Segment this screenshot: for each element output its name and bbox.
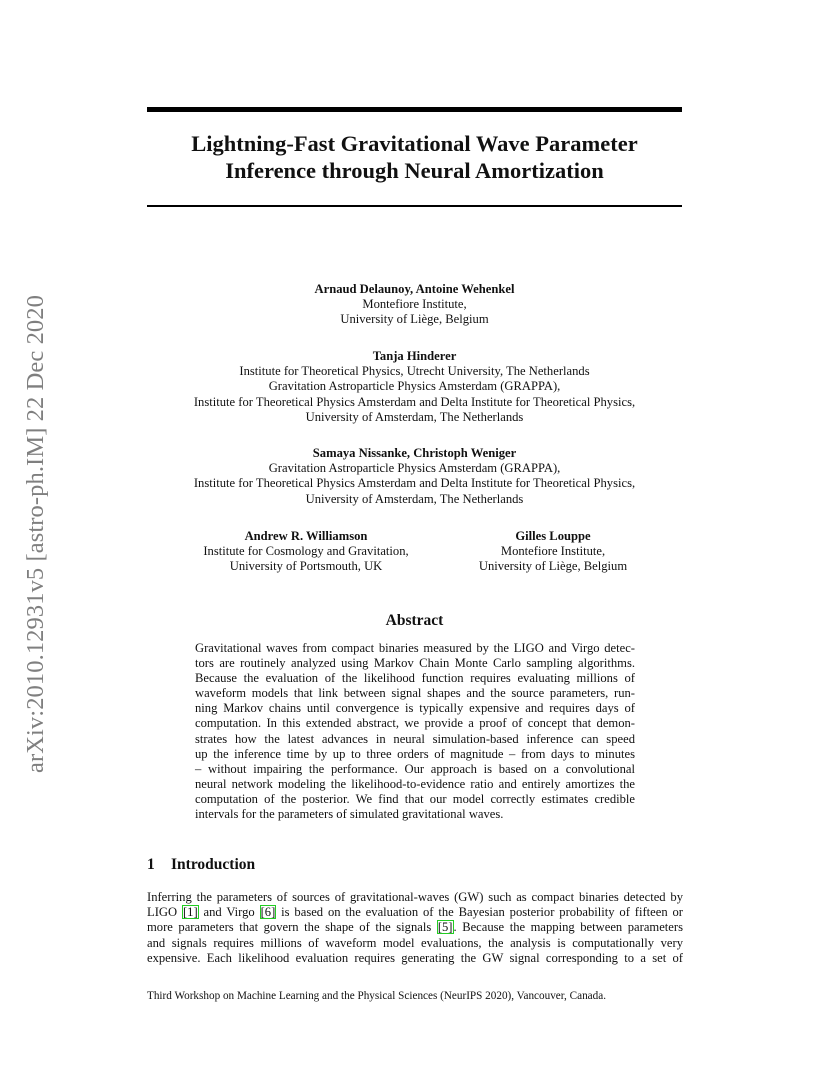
author-names: Andrew R. Williamson bbox=[244, 529, 368, 543]
paper-title bbox=[147, 130, 682, 184]
affiliation-line: University of Portsmouth, UK bbox=[229, 559, 383, 574]
citation-link-6[interactable]: [6] bbox=[260, 905, 276, 920]
author-names: Gilles Louppe bbox=[515, 529, 591, 543]
intro-text: and Virgo bbox=[198, 905, 260, 920]
affiliation-line: Gravitation Astroparticle Physics Amsterdam (GRAPPA), bbox=[268, 379, 561, 394]
page-footer: Third Workshop on Machine Learning and the Physical Sciences (NeurIPS 2020), Vancouver, Canada. bbox=[147, 990, 606, 1002]
intro-line: expensive. Each likelihood evaluation requires generating the GW signal corresponding to a set of bbox=[147, 950, 683, 965]
abstract-line: ning Markov chains until convergence is typically expensive and requires days of bbox=[195, 701, 635, 716]
author-block-3 bbox=[147, 446, 682, 507]
abstract-line: up the inference time by up to three orders of magnitude – from days to minutes bbox=[195, 746, 635, 761]
author-names: Tanja Hinderer bbox=[372, 349, 457, 363]
affiliation-line: Institute for Theoretical Physics, Utrecht University, The Netherlands bbox=[239, 364, 590, 379]
affiliation-line: Montefiore Institute, bbox=[500, 544, 606, 559]
intro-line: Inferring the parameters of sources of gravitational-waves (GW) such as compact binaries detected by bbox=[147, 890, 683, 904]
affiliation-line: Institute for Theoretical Physics Amsterdam and Delta Institute for Theoretical Physics, bbox=[193, 394, 636, 409]
author-block-5 bbox=[463, 529, 643, 575]
title-top-rule bbox=[147, 107, 682, 112]
abstract-line: intervals for the parameters of simulated gravitational waves. bbox=[195, 807, 504, 822]
author-names: Samaya Nissanke, Christoph Weniger bbox=[312, 446, 517, 460]
title-line-1: Lightning-Fast Gravitational Wave Parameter bbox=[191, 131, 638, 156]
affiliation-line: University of Amsterdam, The Netherlands bbox=[305, 409, 524, 424]
abstract-line: neural network modeling the likelihood-to-evidence ratio and entirely amortizes the bbox=[195, 776, 635, 791]
affiliation-line: University of Liège, Belgium bbox=[340, 312, 489, 327]
citation-link-5[interactable]: [5] bbox=[437, 920, 453, 935]
intro-line: and signals requires millions of waveform model evaluations, the analysis is computationally very bbox=[147, 935, 683, 950]
intro-text: is based on the evaluation of the Bayesian posterior probability of fifteen or bbox=[276, 905, 683, 920]
abstract-line: Gravitational waves from compact binaries measured by the LIGO and Virgo detec- bbox=[195, 641, 635, 655]
abstract-heading: Abstract bbox=[385, 612, 444, 629]
author-block-2 bbox=[147, 349, 682, 425]
abstract-line: computation. In this extended abstract, we provide a proof of concept that demon- bbox=[195, 716, 635, 731]
affiliation-line: Institute for Theoretical Physics Amsterdam and Delta Institute for Theoretical Physics, bbox=[193, 476, 636, 491]
introduction-body bbox=[147, 890, 683, 966]
intro-text: more parameters that govern the shape of the signals bbox=[147, 920, 437, 935]
affiliation-line: Institute for Cosmology and Gravitation, bbox=[203, 544, 409, 559]
section-heading-introduction bbox=[147, 856, 255, 874]
intro-text: LIGO bbox=[147, 905, 182, 920]
author-names: Arnaud Delaunoy, Antoine Wehenkel bbox=[314, 282, 515, 296]
abstract-line: – without impairing the performance. Our approach is based on a convolutional bbox=[195, 761, 635, 776]
abstract-line: strates how the latest advances in neural simulation-based inference can speed bbox=[195, 731, 635, 746]
abstract-line: tors are routinely analyzed using Markov Chain Monte Carlo sampling algorithms. bbox=[195, 656, 635, 671]
arxiv-stamp: arXiv:2010.12931v5 [astro-ph.IM] 22 Dec 2020 bbox=[22, 295, 49, 773]
abstract-line: computation of the posterior. We find that our model correctly estimates credible bbox=[195, 791, 635, 806]
abstract-body bbox=[195, 641, 635, 822]
affiliation-line: Montefiore Institute, bbox=[362, 297, 467, 312]
intro-text: . Because the mapping between parameters bbox=[453, 920, 683, 935]
author-block-1 bbox=[147, 282, 682, 328]
author-block-4 bbox=[186, 529, 426, 575]
affiliation-line: University of Amsterdam, The Netherlands bbox=[305, 491, 524, 506]
title-line-2: Inference through Neural Amortization bbox=[225, 158, 604, 183]
section-title: Introduction bbox=[171, 856, 256, 873]
intro-line bbox=[147, 920, 683, 935]
affiliation-line: Gravitation Astroparticle Physics Amsterdam (GRAPPA), bbox=[268, 461, 561, 476]
title-bottom-rule bbox=[147, 205, 682, 207]
intro-line bbox=[147, 905, 683, 920]
section-number: 1 bbox=[147, 856, 155, 873]
citation-link-1[interactable]: [1] bbox=[182, 905, 198, 920]
abstract-line: waveform models that link between signal shapes and the source parameters, run- bbox=[195, 686, 635, 701]
affiliation-line: University of Liège, Belgium bbox=[478, 559, 628, 574]
abstract-line: Because the evaluation of the likelihood function requires evaluating millions of bbox=[195, 671, 635, 686]
